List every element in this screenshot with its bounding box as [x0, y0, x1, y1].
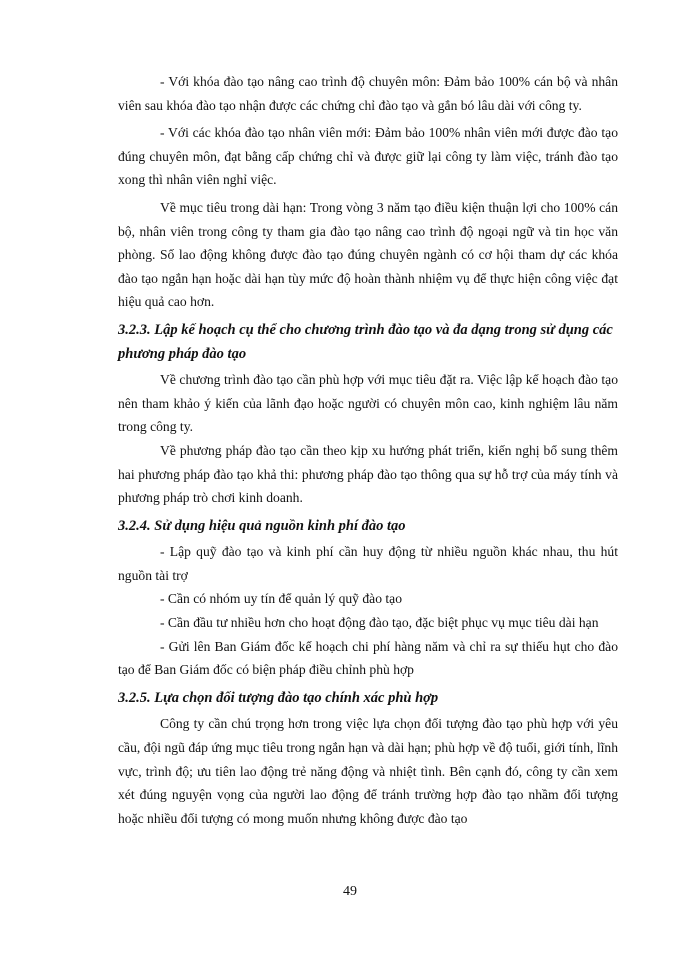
bullet-investment: - Cần đầu tư nhiều hơn cho hoạt động đào tạo, đặc biệt phục vụ mục tiêu dài hạn — [160, 615, 599, 631]
page-number: 49 — [343, 884, 357, 899]
paragraph-advanced-training: - Với khóa đào tạo nâng cao trình độ chuyên môn: Đảm bảo 100% cán bộ và nhân viên sau khóa đào tạo nhận được các chứng chỉ đào tạo và gắn bó lâu dài với công ty. — [118, 74, 618, 113]
bullet-fund-management: - Cần có nhóm uy tín để quản lý quỹ đào tạo — [160, 591, 402, 607]
bullet-annual-budget: - Gửi lên Ban Giám đốc kế hoạch chi phí hàng năm và chỉ ra sự thiếu hụt cho đào tạo để Ban Giám đốc có biện pháp điều chỉnh phù hợp — [118, 638, 618, 678]
paragraph-training-program: Về chương trình đào tạo cần phù hợp với mục tiêu đặt ra. Việc lập kế hoạch đào tạo nên tham khảo ý kiến của lãnh đạo hoặc người có chuyên môn cao, kinh nghiệm lâu năm trong công ty. — [118, 372, 618, 435]
paragraph-training-methods: Về phương pháp đào tạo cần theo kịp xu hướng phát triển, kiến nghị bổ sung thêm hai phương pháp đào tạo khả thi: phương pháp đào tạo thông qua sự hỗ trợ của máy tính và phương pháp trò chơi kinh doanh. — [118, 442, 618, 506]
paragraph-long-term-goal: Về mục tiêu trong dài hạn: Trong vòng 3 năm tạo điều kiện thuận lợi cho 100% cán bộ, nhân viên trong công ty tham gia đào tạo nâng cao trình độ ngoại ngữ và tin học văn phòng. Số lao động không được đào tạo đúng chuyên ngành có cơ hội tham dự các khóa đào tạo ngắn hạn hoặc dài hạn tùy mức độ hoàn thành nhiệm vụ để thực hiện công việc đạt hiệu quả cao hơn. — [118, 199, 618, 310]
heading-section-3-2-5: 3.2.5. Lựa chọn đối tượng đào tạo chính xác phù hợp — [118, 689, 439, 706]
heading-section-3-2-3: 3.2.3. Lập kế hoạch cụ thể cho chương trình đào tạo và đa dạng trong sử dụng các phương pháp đào tạo — [118, 321, 613, 362]
page-content — [118, 70, 618, 830]
bullet-training-fund: - Lập quỹ đào tạo và kinh phí cần huy động từ nhiều nguồn khác nhau, thu hút nguồn tài trợ — [118, 544, 618, 583]
heading-section-3-2-4: 3.2.4. Sử dụng hiệu quả nguồn kinh phí đào tạo — [118, 517, 406, 534]
paragraph-new-staff-training: - Với các khóa đào tạo nhân viên mới: Đảm bảo 100% nhân viên mới được đào tạo đúng chuyên môn, đạt bằng cấp chứng chỉ và được giữ lại công ty làm việc, tránh đào tạo xong thì nhân viên nghỉ việc. — [118, 125, 618, 188]
paragraph-trainee-selection: Công ty cần chú trọng hơn trong việc lựa chọn đối tượng đào tạo phù hợp với yêu cầu, đội ngũ đáp ứng mục tiêu trong ngắn hạn và dài hạn; phù hợp về độ tuổi, giới tính, lĩnh vực, trình độ; ưu tiên lao động trẻ năng động và nhiệt tình. Bên cạnh đó, công ty cần xem xét đúng nguyện vọng của người lao động để tránh trường hợp đào tạo nhầm đối tượng hoặc nhiều đối tượng có mong muốn nhưng không được đào tạo — [118, 716, 618, 826]
